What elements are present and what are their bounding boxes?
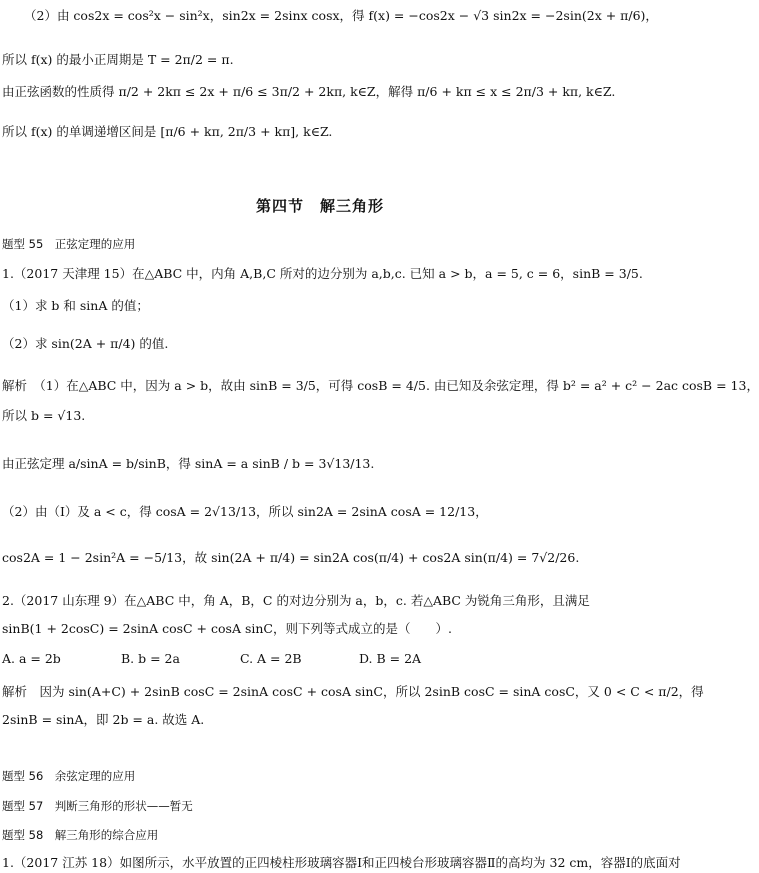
solution-line: （2）由（Ⅰ）及 a < c，得 cosA = 2√13/13，所以 sin2A = 2sinA cosA = 12/13， [2, 504, 488, 519]
option-c: C. A = 2B [239, 651, 302, 666]
question-2-condition: sinB(1 + 2cosC) = 2sinA cosC + cosA sinC，则下列等式成立的是（ ）. [2, 621, 452, 636]
solution-line: 所以 f(x) 的最小正周期是 T = 2π/2 = π. [2, 52, 234, 67]
question-type-heading: 题型 57 判断三角形的形状——暂无 [2, 799, 193, 813]
option-d: D. B = 2A [358, 651, 422, 666]
question-1: 1.（2017 天津理 15）在△ABC 中，内角 A,B,C 所对的边分别为 a,b,c. 已知 a > b，a = 5, c = 6，sinB = 3/5. [2, 266, 643, 281]
option-b: B. b = 2a [120, 651, 180, 666]
solution-line: 解析 （1）在△ABC 中，因为 a > b，故由 sinB = 3/5，可得 cosB = 4/5. 由已知及余弦定理，得 b² = a² + c² − 2ac cosB = 13， [2, 378, 759, 393]
question-type-heading: 题型 58 解三角形的综合应用 [2, 828, 159, 842]
solution-line: 由正弦函数的性质得 π/2 + 2kπ ≤ 2x + π/6 ≤ 3π/2 + 2kπ, k∈Z，解得 π/6 + kπ ≤ x ≤ 2π/3 + kπ, k∈Z. [2, 84, 616, 99]
question-type-heading: 题型 55 正弦定理的应用 [2, 237, 136, 251]
answer-options [0, 651, 640, 667]
question-1-part-2: （2）求 sin(2A + π/4) 的值. [2, 336, 169, 351]
solution-line: 2sinB = sinA，即 2b = a. 故选 A. [2, 712, 205, 727]
question-type-heading: 题型 56 余弦定理的应用 [2, 769, 136, 783]
solution-line: 由正弦定理 a/sinA = b/sinB，得 sinA = a sinB / b = 3√13/13. [2, 456, 375, 471]
solution-line: 解析 因为 sin(A+C) + 2sinB cosC = 2sinA cosC + cosA sinC，所以 2sinB cosC = sinA cosC，又 0 < C < π/2，得 [2, 684, 704, 699]
question-3: 1.（2017 江苏 18）如图所示，水平放置的正四棱柱形玻璃容器Ⅰ和正四棱台形玻璃容器Ⅱ的高均为 32 cm，容器Ⅰ的底面对 [2, 855, 681, 870]
solution-line: cos2A = 1 − 2sin²A = −5/13，故 sin(2A + π/4) = sin2A cos(π/4) + cos2A sin(π/4) = 7√2/26. [2, 550, 580, 565]
solution-line: （2）由 cos2x = cos²x − sin²x，sin2x = 2sinx cosx，得 f(x) = −cos2x − √3 sin2x = −2sin(2x + π/6)， [24, 8, 658, 23]
question-1-part-1: （1）求 b 和 sinA 的值； [2, 298, 149, 313]
solution-line: 所以 f(x) 的单调递增区间是 [π/6 + kπ, 2π/3 + kπ], k∈Z. [2, 124, 333, 139]
section-title: 第四节 解三角形 [255, 197, 384, 215]
question-2: 2.（2017 山东理 9）在△ABC 中，角 A，B，C 的对边分别为 a，b，c. 若△ABC 为锐角三角形，且满足 [2, 593, 590, 608]
option-a: A. a = 2b [2, 651, 61, 666]
solution-line: 所以 b = √13. [2, 408, 86, 423]
